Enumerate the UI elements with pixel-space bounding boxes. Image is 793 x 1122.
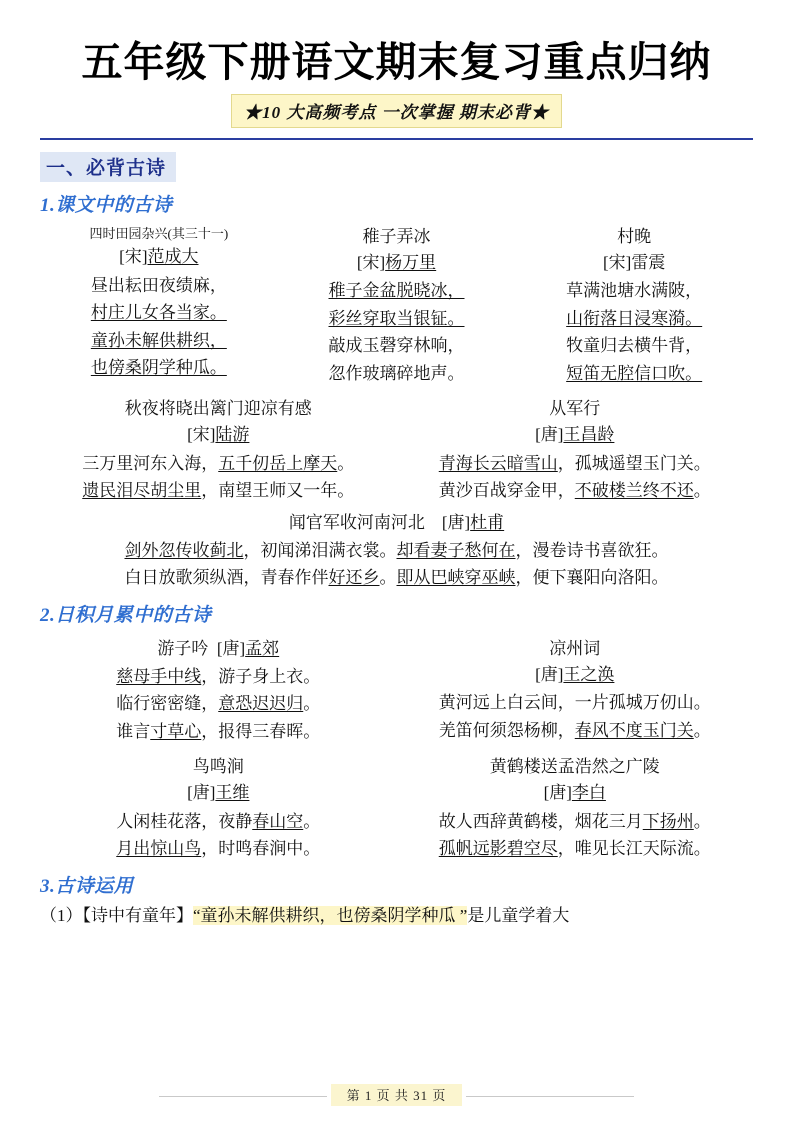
poem-title: 黄鹤楼送孟浩然之广陵 bbox=[489, 757, 660, 777]
poem-author: [宋]陆游 bbox=[187, 425, 250, 445]
poem-card-wenGuanJun bbox=[40, 511, 753, 592]
poem-author-name: 王维 bbox=[215, 783, 250, 803]
poem-author: [宋]雷震 bbox=[603, 252, 666, 272]
poem-title: 游子吟 bbox=[157, 638, 209, 658]
poem-line: 村庄儿女各当家。 bbox=[90, 303, 227, 323]
poem-line: 故人西辞黄鹤楼，烟花三月下扬州。 bbox=[438, 811, 711, 831]
apply-item-1-quote: “童孙未解供耕织，也傍桑阴学种瓜 ” bbox=[193, 905, 468, 925]
poem-line: 三万里河东入海，五千仞岳上摩天。 bbox=[82, 453, 355, 473]
poem-author-name: 杨万里 bbox=[385, 252, 437, 272]
poem-line: 慈母手中线，游子身上衣。 bbox=[116, 666, 321, 686]
poem-line: 谁言寸草心，报得三春晖。 bbox=[116, 721, 321, 741]
poem-line: 也傍桑阴学种瓜。 bbox=[90, 358, 227, 378]
poem-line: 人闲桂花落，夜静春山空。 bbox=[116, 811, 321, 831]
poem-author-name: 孟郊 bbox=[245, 638, 280, 658]
poem-card-huangHeLou bbox=[397, 749, 754, 863]
poem-author: [宋]杨万里 bbox=[356, 252, 437, 272]
poem-line: 羌笛何须怨杨柳，春风不度玉门关。 bbox=[438, 720, 711, 740]
subtitle-banner: ★10 大高频考点 一次掌握 期末必背★ bbox=[231, 94, 562, 128]
poem-author: [唐]王之涣 bbox=[535, 664, 615, 684]
poem-author-name: 陆游 bbox=[215, 425, 250, 445]
poem-line: 青海长云暗雪山，孤城遥望玉门关。 bbox=[438, 453, 711, 473]
poem-title-with-author: 闻官军收河南河北 [唐]杜甫 bbox=[288, 512, 505, 532]
poem-line: 月出惊山鸟，时鸣春涧中。 bbox=[116, 839, 321, 859]
subtitle-banner-wrap bbox=[40, 94, 753, 128]
poem-group-textbook-row1 bbox=[40, 219, 753, 388]
poem-line: 遗民泪尽胡尘里，南望王师又一年。 bbox=[82, 481, 355, 501]
poem-title: 从军行 bbox=[549, 399, 601, 419]
footer-rule-right bbox=[466, 1096, 634, 1097]
page-title: 五年级下册语文期末复习重点归纳 bbox=[81, 39, 712, 85]
poem-author-name: 李白 bbox=[571, 783, 606, 803]
poem-line: 山衔落日浸寒漪。 bbox=[566, 308, 703, 328]
poem-author: [宋]范成大 bbox=[119, 247, 199, 267]
apply-item-1 bbox=[40, 902, 753, 929]
poem-line: 白日放歌须纵酒，青春作伴好还乡。即从巴峡穿巫峡，便下襄阳向洛阳。 bbox=[124, 568, 669, 588]
poem-line: 草满池塘水满陂， bbox=[566, 281, 703, 301]
poem-card-liangZhouCi bbox=[397, 631, 754, 745]
poem-title: 凉州词 bbox=[549, 638, 601, 658]
poem-line: 牧童归去横牛背， bbox=[566, 336, 703, 356]
poem-card-siShiTianYuan bbox=[40, 219, 278, 388]
poem-line: 昼出耘田夜绩麻， bbox=[90, 275, 227, 295]
subsection-heading-textbook-poems: 1.课文中的古诗 bbox=[40, 194, 173, 216]
poem-line: 临行密密缝，意恐迟迟归。 bbox=[116, 694, 321, 714]
footer-rule-left bbox=[159, 1096, 327, 1097]
page-number: 第 1 页 共 31 页 bbox=[331, 1084, 463, 1106]
poem-title: 鸟鸣涧 bbox=[192, 757, 244, 777]
poem-line: 忽作玻璃碎地声。 bbox=[328, 363, 465, 383]
poem-line: 彩丝穿取当银钲。 bbox=[328, 308, 465, 328]
poem-card-youZiYin bbox=[40, 631, 397, 745]
subsection-heading-poem-application: 3.古诗运用 bbox=[40, 875, 134, 897]
poem-line: 稚子金盆脱晓冰， bbox=[328, 281, 465, 301]
poem-author: [唐]王昌龄 bbox=[535, 425, 615, 445]
poem-group-daily-row1 bbox=[40, 631, 753, 745]
poem-line: 黄沙百战穿金甲，不破楼兰终不还。 bbox=[438, 481, 711, 501]
poem-author: [唐]李白 bbox=[543, 783, 606, 803]
poem-title: 村晚 bbox=[617, 226, 652, 246]
poem-title: 稚子弄冰 bbox=[362, 226, 431, 246]
poem-line: 黄河远上白云间，一片孤城万仞山。 bbox=[438, 693, 711, 713]
poem-title: 秋夜将晓出篱门迎凉有感 bbox=[124, 399, 312, 419]
poem-card-niaoMingJian bbox=[40, 749, 397, 863]
poem-line: 短笛无腔信口吹。 bbox=[566, 363, 703, 383]
poem-group-textbook-row2 bbox=[40, 391, 753, 505]
poem-group-daily-row2 bbox=[40, 749, 753, 863]
poem-card-qiuYeJiangXiao bbox=[40, 391, 397, 505]
section-heading-must-recite-poems: 一、必背古诗 bbox=[40, 152, 176, 182]
poem-line: 敲成玉磬穿林响， bbox=[328, 336, 465, 356]
poem-line: 剑外忽传收蓟北，初闻涕泪满衣裳。却看妻子愁何在，漫卷诗书喜欲狂。 bbox=[124, 540, 669, 560]
poem-author: [唐]王维 bbox=[187, 783, 250, 803]
poem-title-with-author: 游子吟 [唐]孟郊 bbox=[157, 638, 280, 658]
poem-author-name: 范成大 bbox=[147, 247, 199, 267]
apply-item-1-suffix: 是儿童学着大 bbox=[467, 905, 570, 925]
poem-title: 闻官军收河南河北 bbox=[288, 512, 425, 532]
poem-card-congJunXing bbox=[397, 391, 754, 505]
apply-item-1-prefix: （1）【诗中有童年】 bbox=[40, 905, 193, 925]
poem-line: 童孙未解供耕织， bbox=[90, 330, 227, 350]
poem-line: 孤帆远影碧空尽，唯见长江天际流。 bbox=[438, 839, 711, 859]
section-1-heading-wrap bbox=[40, 152, 753, 182]
page-footer bbox=[0, 1084, 793, 1106]
poem-card-zhiZiNongBing bbox=[278, 219, 516, 388]
poem-author-name: 杜甫 bbox=[470, 512, 505, 532]
poem-title: 四时田园杂兴(其三十一) bbox=[89, 225, 229, 241]
title-divider bbox=[40, 138, 753, 140]
poem-author-name: 王昌龄 bbox=[563, 425, 615, 445]
subsection-heading-daily-accumulation-poems: 2.日积月累中的古诗 bbox=[40, 604, 212, 626]
poem-author-name: 王之涣 bbox=[563, 664, 615, 684]
poem-card-cunWan bbox=[515, 219, 753, 388]
